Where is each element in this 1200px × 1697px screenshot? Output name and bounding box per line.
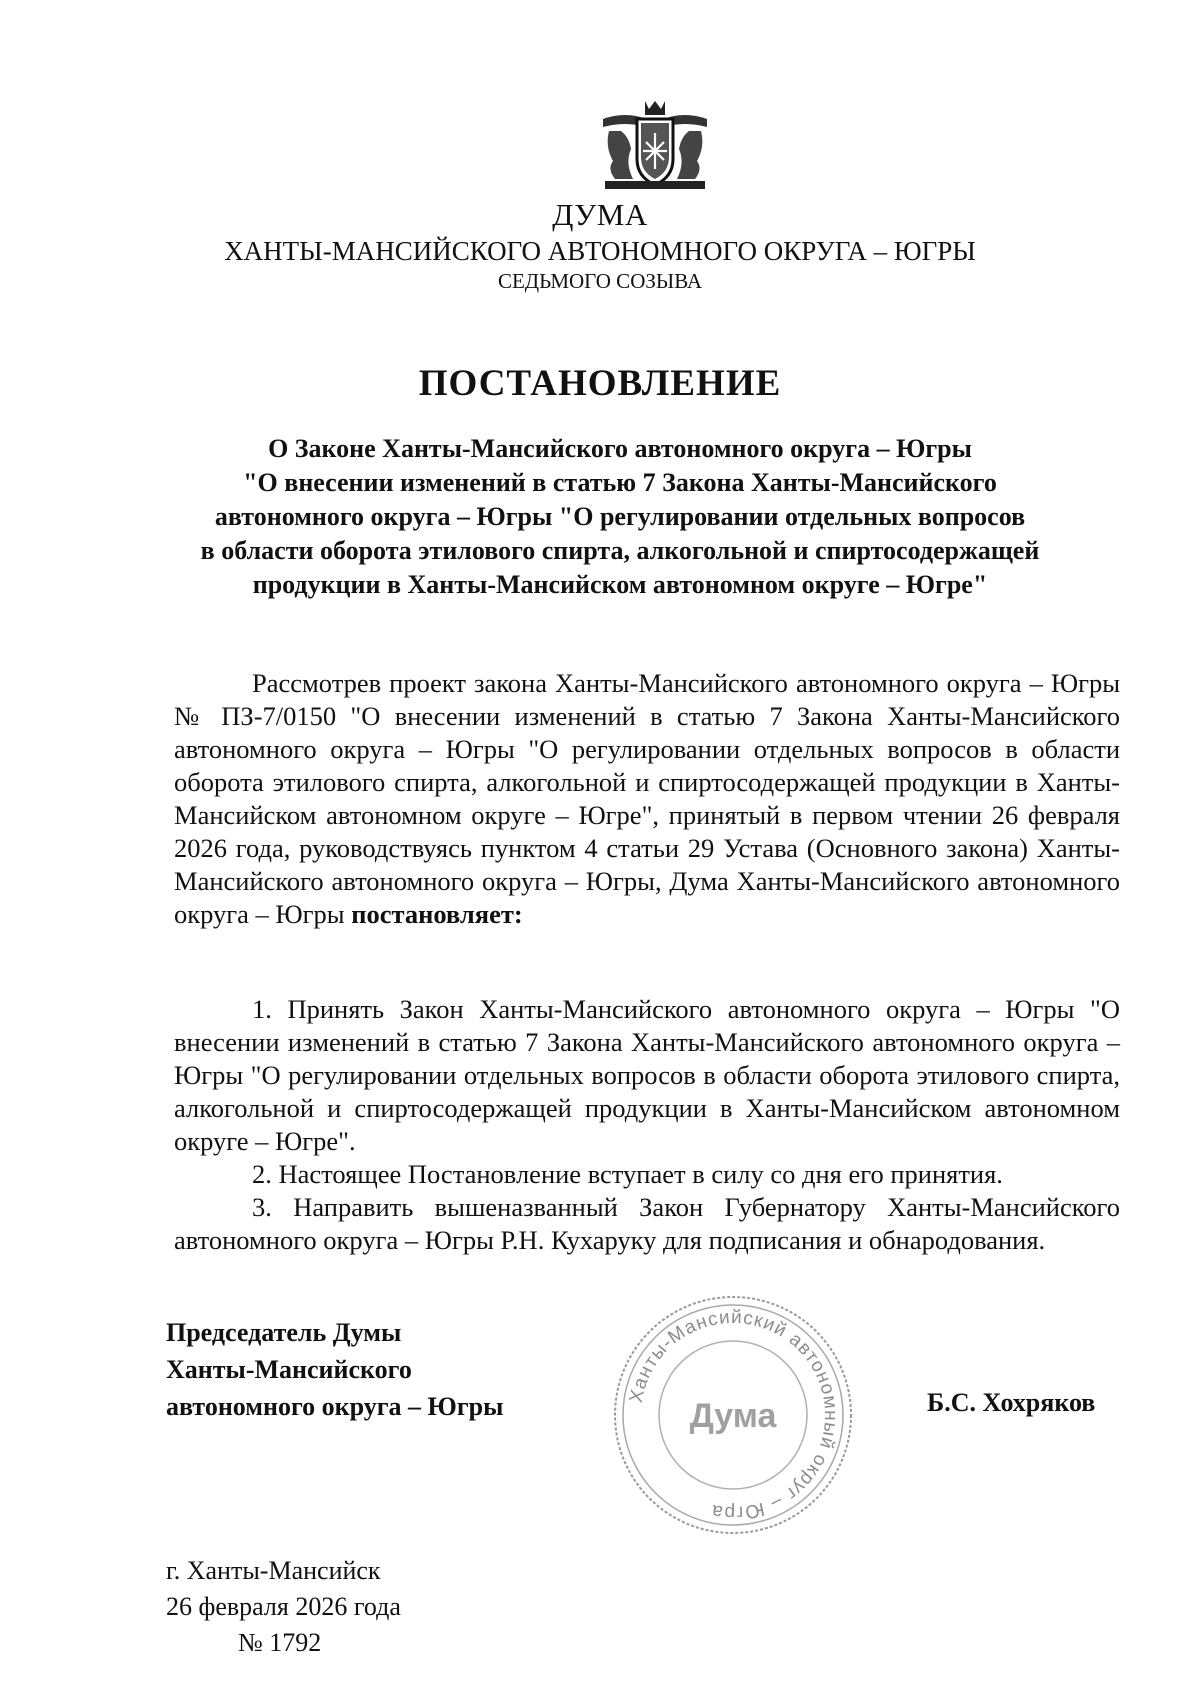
place-date-block: [166, 1553, 401, 1661]
duma-region: ХАНТЫ-МАНСИЙСКОГО АВТОНОМНОГО ОКРУГА – ЮГРЫ: [224, 236, 976, 266]
subject-line: "О внесении изменений в статью 7 Закона Ханты-Мансийского: [243, 468, 997, 497]
official-seal-stamp-icon: [608, 1290, 858, 1540]
stamp-center-text: Дума: [689, 1397, 777, 1435]
subject-line: в области оборота этилового спирта, алкогольной и спиртосодержащей: [200, 536, 1040, 565]
document-number: № 1792: [238, 1628, 322, 1657]
signatory-title: [166, 1314, 503, 1425]
resolution-items: [174, 993, 1120, 1257]
stamp-ring-text: Ханты-Мансийский автономный округ – Югра: [625, 1306, 842, 1524]
subject-line: автономного округа – Югры "О регулировании отдельных вопросов: [214, 502, 1026, 531]
resolution-item-1: 1. Принять Закон Ханты-Мансийского автономного округа – Югры "О внесении изменений в статью 7 Закона Ханты-Мансийского автономного округа – Югры "О регулировании отдельных вопросов в области оборота этилового спирта, алкогольной и спиртосодержащей продукции в Ханты-Мансийском автономном округе – Югре".: [174, 994, 1120, 1156]
preamble-text: Рассмотрев проект закона Ханты-Мансийского автономного округа – Югры № ПЗ-7/0150 "О внесении изменений в статью 7 Закона Ханты-Мансийского автономного округа – Югры "О регулировании отдельных вопросов в области оборота этилового спирта, алкогольной и спиртосодержащей продукции в Ханты-Мансийском автономном округе – Югре", принятый в первом чтении 26 февраля 2026 года, руководствуясь пунктом 4 статьи 29 Устава (Основного закона) Ханты-Мансийского автономного округа – Югры, Дума Ханты-Мансийского автономного округа – Югры: [174, 668, 1120, 929]
document-date: 26 февраля 2026 года: [166, 1592, 401, 1621]
signatory-title-line: Ханты-Мансийского: [166, 1355, 412, 1384]
signatory-title-line: автономного округа – Югры: [166, 1392, 504, 1421]
signatory-title-line: Председатель Думы: [166, 1318, 402, 1347]
duma-title: ДУМА: [552, 197, 648, 232]
resolution-item-3: 3. Направить вышеназванный Закон Губернатору Ханты-Мансийского автономного округа – Югры Р.Н. Кухаруку для подписания и обнародования.: [174, 1192, 1120, 1255]
document-place: г. Ханты-Мансийск: [166, 1556, 381, 1585]
document-type-heading: ПОСТАНОВЛЕНИЕ: [418, 363, 782, 404]
signatory-name: Б.С. Хохряков: [927, 1388, 1096, 1417]
document-subject: [150, 432, 1090, 602]
resolution-item-2: 2. Настоящее Постановление вступает в силу со дня его принятия.: [252, 1159, 1003, 1189]
subject-line: О Законе Ханты-Мансийского автономного округа – Югры: [268, 434, 972, 463]
resolves-word: постановляет:: [351, 899, 523, 929]
coat-of-arms-emblem-icon: [595, 97, 715, 197]
subject-line: продукции в Ханты-Мансийском автономном округе – Югре": [252, 570, 988, 599]
duma-convocation: СЕДЬМОГО СОЗЫВА: [497, 269, 703, 293]
preamble-paragraph: [174, 667, 1120, 931]
